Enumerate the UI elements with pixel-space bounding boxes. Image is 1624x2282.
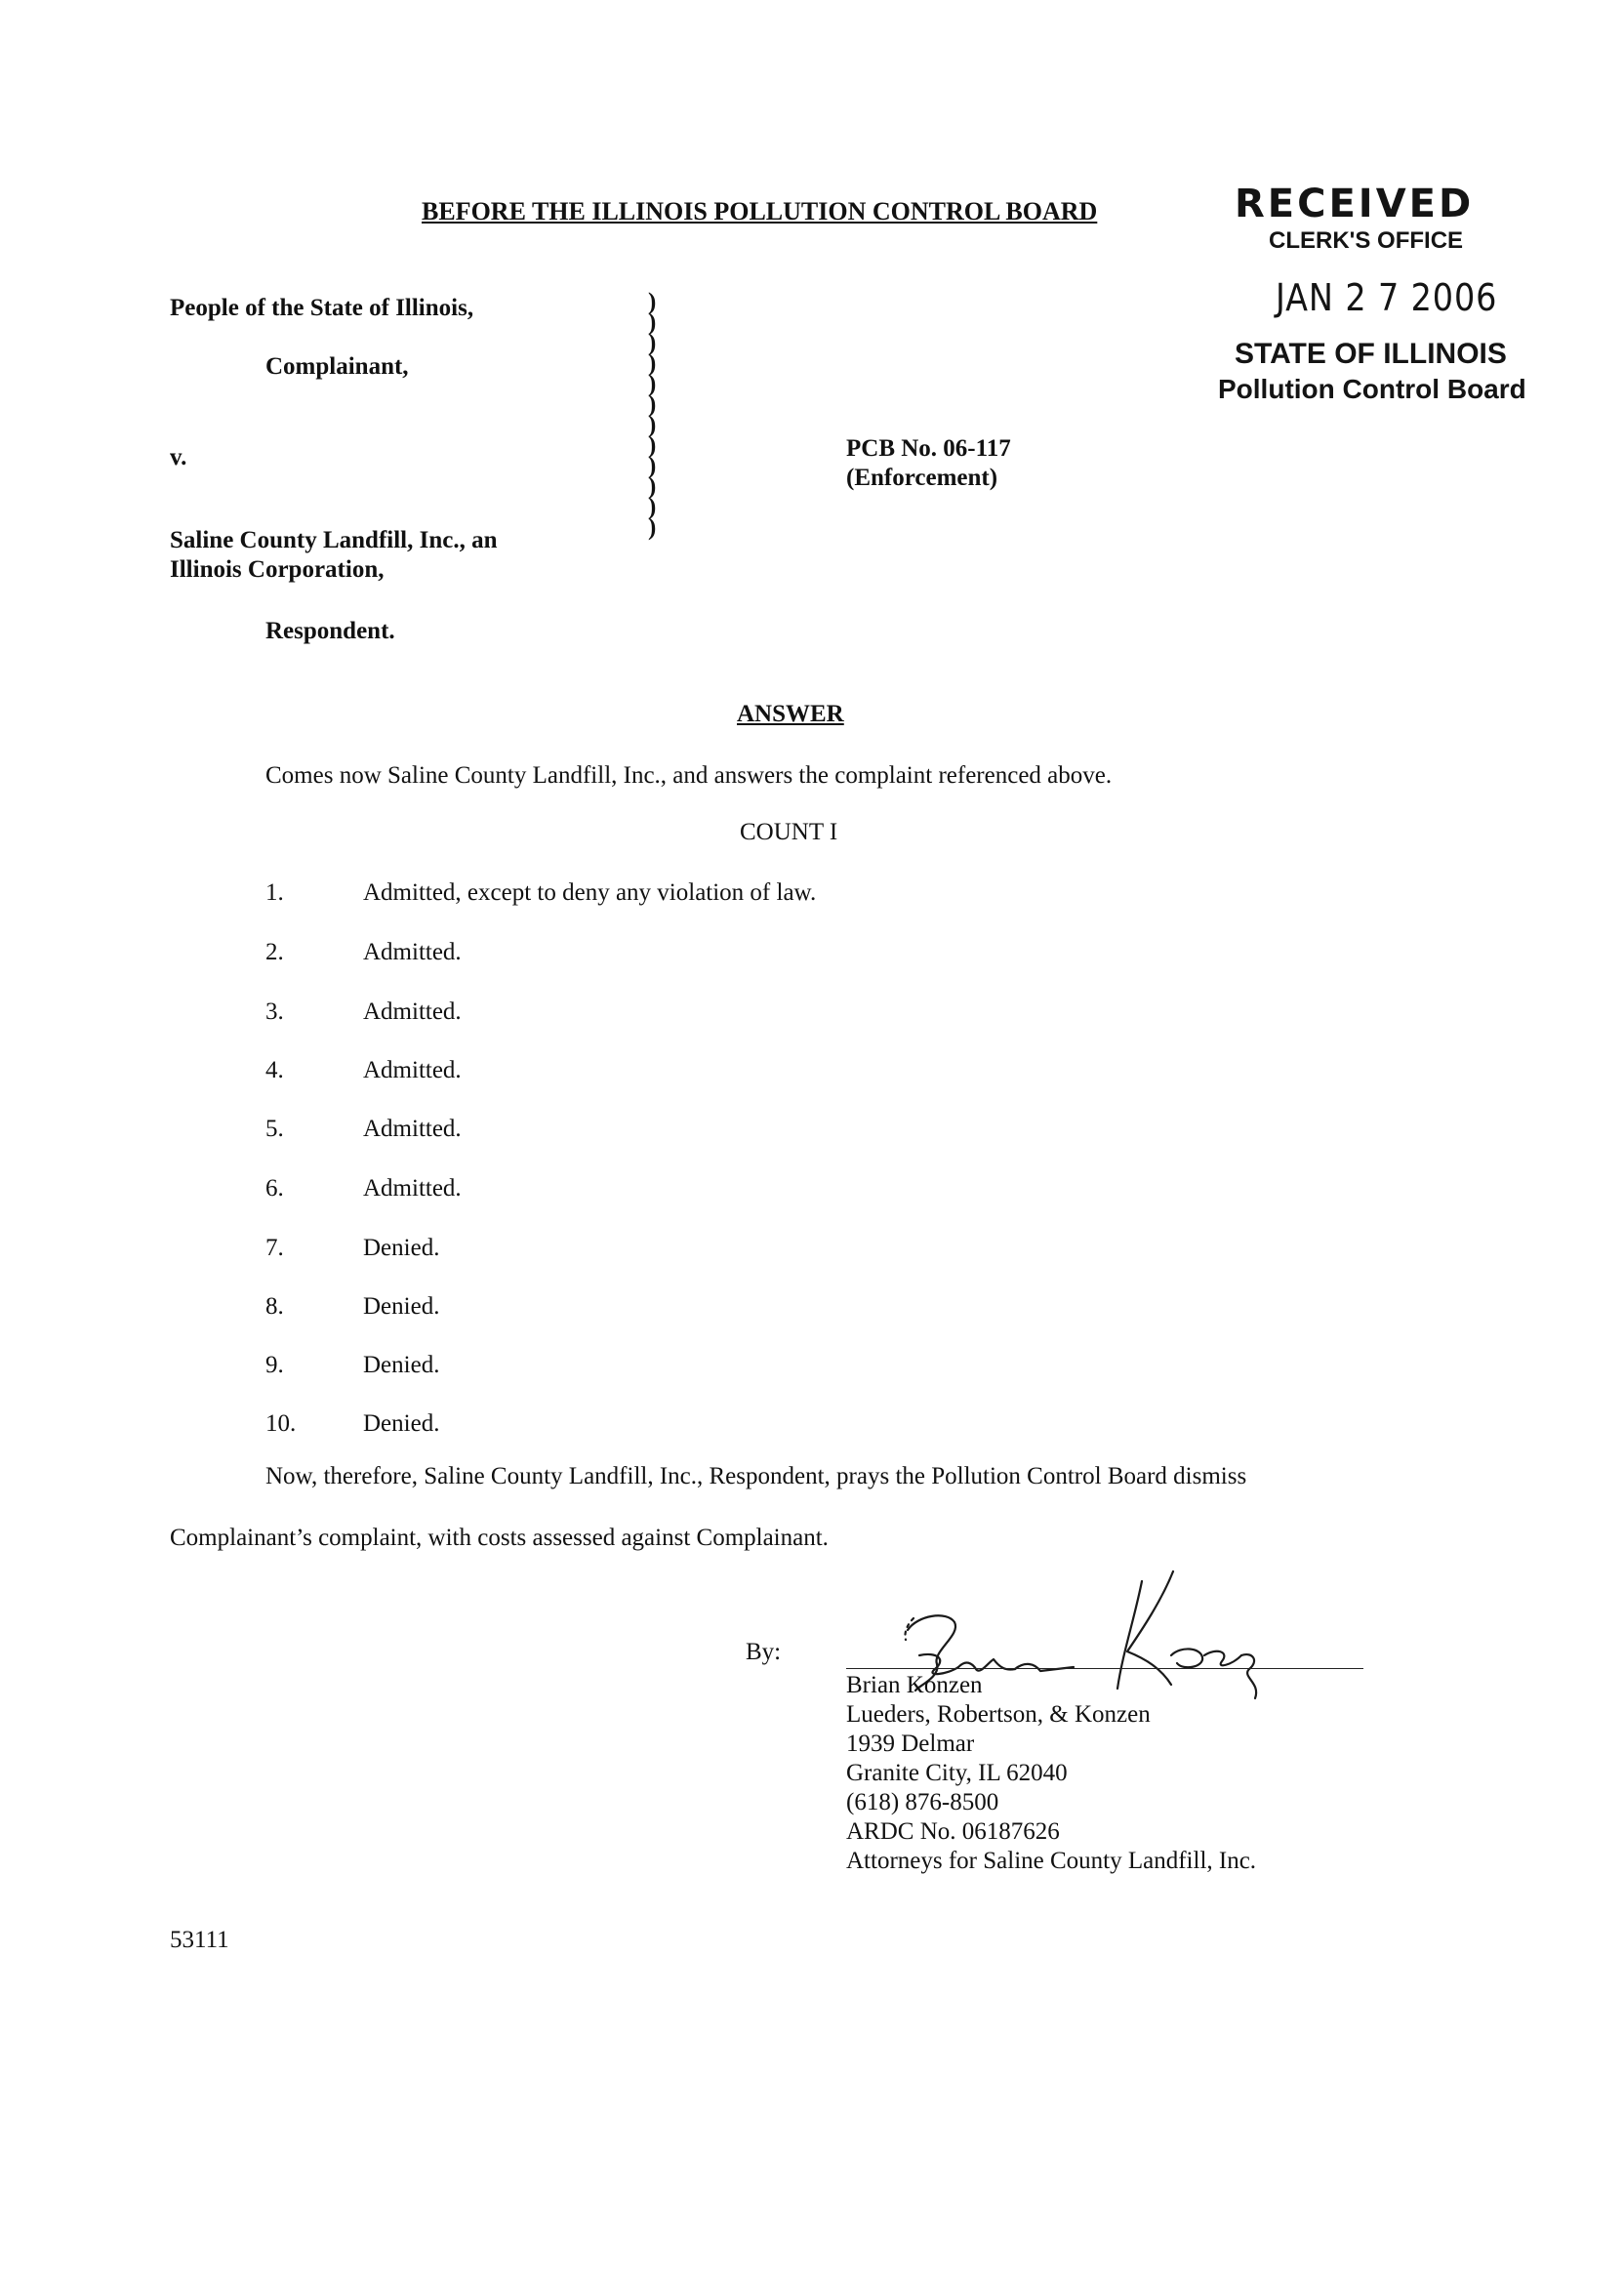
attorney-name: Brian Konzen <box>846 1672 983 1698</box>
case-number: PCB No. 06-117 <box>846 435 1011 462</box>
prayer-paragraph-line1: Now, therefore, Saline County Landfill, Inc., Respondent, prays the Pollution Control Board dismiss <box>265 1463 1247 1489</box>
city-address: Granite City, IL 62040 <box>846 1760 1068 1786</box>
plaintiff-role: Complainant, <box>265 353 409 380</box>
list-item-number: 9. <box>265 1352 284 1378</box>
stamp-date: JAN 2 7 2006 <box>1276 276 1498 319</box>
prayer-paragraph-line2: Complainant’s complaint, with costs assessed against Complainant. <box>170 1525 829 1551</box>
stamp-received-label: RECEIVED <box>1235 182 1475 226</box>
defendant-name-line1: Saline County Landfill, Inc., an <box>170 527 498 553</box>
list-item-text: Denied. <box>363 1352 440 1378</box>
street-address: 1939 Delmar <box>846 1731 975 1757</box>
list-item-number: 7. <box>265 1235 284 1261</box>
list-item-text: Denied. <box>363 1235 440 1261</box>
list-item-text: Admitted, except to deny any violation of law. <box>363 879 817 906</box>
list-item-text: Denied. <box>363 1293 440 1320</box>
stamp-office-label: CLERK'S OFFICE <box>1269 227 1464 254</box>
intro-paragraph: Comes now Saline County Landfill, Inc., and answers the complaint referenced above. <box>265 762 1113 789</box>
plaintiff-name: People of the State of Illinois, <box>170 295 474 321</box>
stamp-state-label: STATE OF ILLINOIS <box>1235 338 1507 370</box>
attorney-role: Attorneys for Saline County Landfill, Inc. <box>846 1848 1257 1874</box>
defendant-role: Respondent. <box>265 618 395 644</box>
list-item-number: 8. <box>265 1293 284 1320</box>
page-title: BEFORE THE ILLINOIS POLLUTION CONTROL BOARD <box>422 197 1098 225</box>
list-item-text: Denied. <box>363 1410 440 1437</box>
list-item-text: Admitted. <box>363 1057 462 1083</box>
ardc-number: ARDC No. 06187626 <box>846 1818 1060 1845</box>
document-number: 53111 <box>170 1927 229 1953</box>
signature-line <box>846 1668 1363 1669</box>
stamp-board-label: Pollution Control Board <box>1218 374 1526 404</box>
list-item-text: Admitted. <box>363 939 462 965</box>
count-heading: COUNT I <box>740 819 838 845</box>
versus-label: v. <box>170 444 187 470</box>
list-item-number: 1. <box>265 879 284 906</box>
list-item-number: 3. <box>265 998 284 1025</box>
list-item-text: Admitted. <box>363 1175 462 1202</box>
firm-name: Lueders, Robertson, & Konzen <box>846 1701 1151 1728</box>
list-item-number: 4. <box>265 1057 284 1083</box>
answer-heading: ANSWER <box>737 701 844 727</box>
by-label: By: <box>746 1639 782 1665</box>
list-item-number: 6. <box>265 1175 284 1202</box>
list-item-number: 2. <box>265 939 284 965</box>
caption-parentheses: ) ) ) ) ) ) ) ) ) ) ) ) <box>648 289 657 541</box>
list-item-number: 10. <box>265 1410 297 1437</box>
defendant-name-line2: Illinois Corporation, <box>170 556 385 583</box>
case-type: (Enforcement) <box>846 465 998 491</box>
list-item-text: Admitted. <box>363 1116 462 1142</box>
list-item-number: 5. <box>265 1116 284 1142</box>
list-item-text: Admitted. <box>363 998 462 1025</box>
phone-number: (618) 876-8500 <box>846 1789 999 1815</box>
